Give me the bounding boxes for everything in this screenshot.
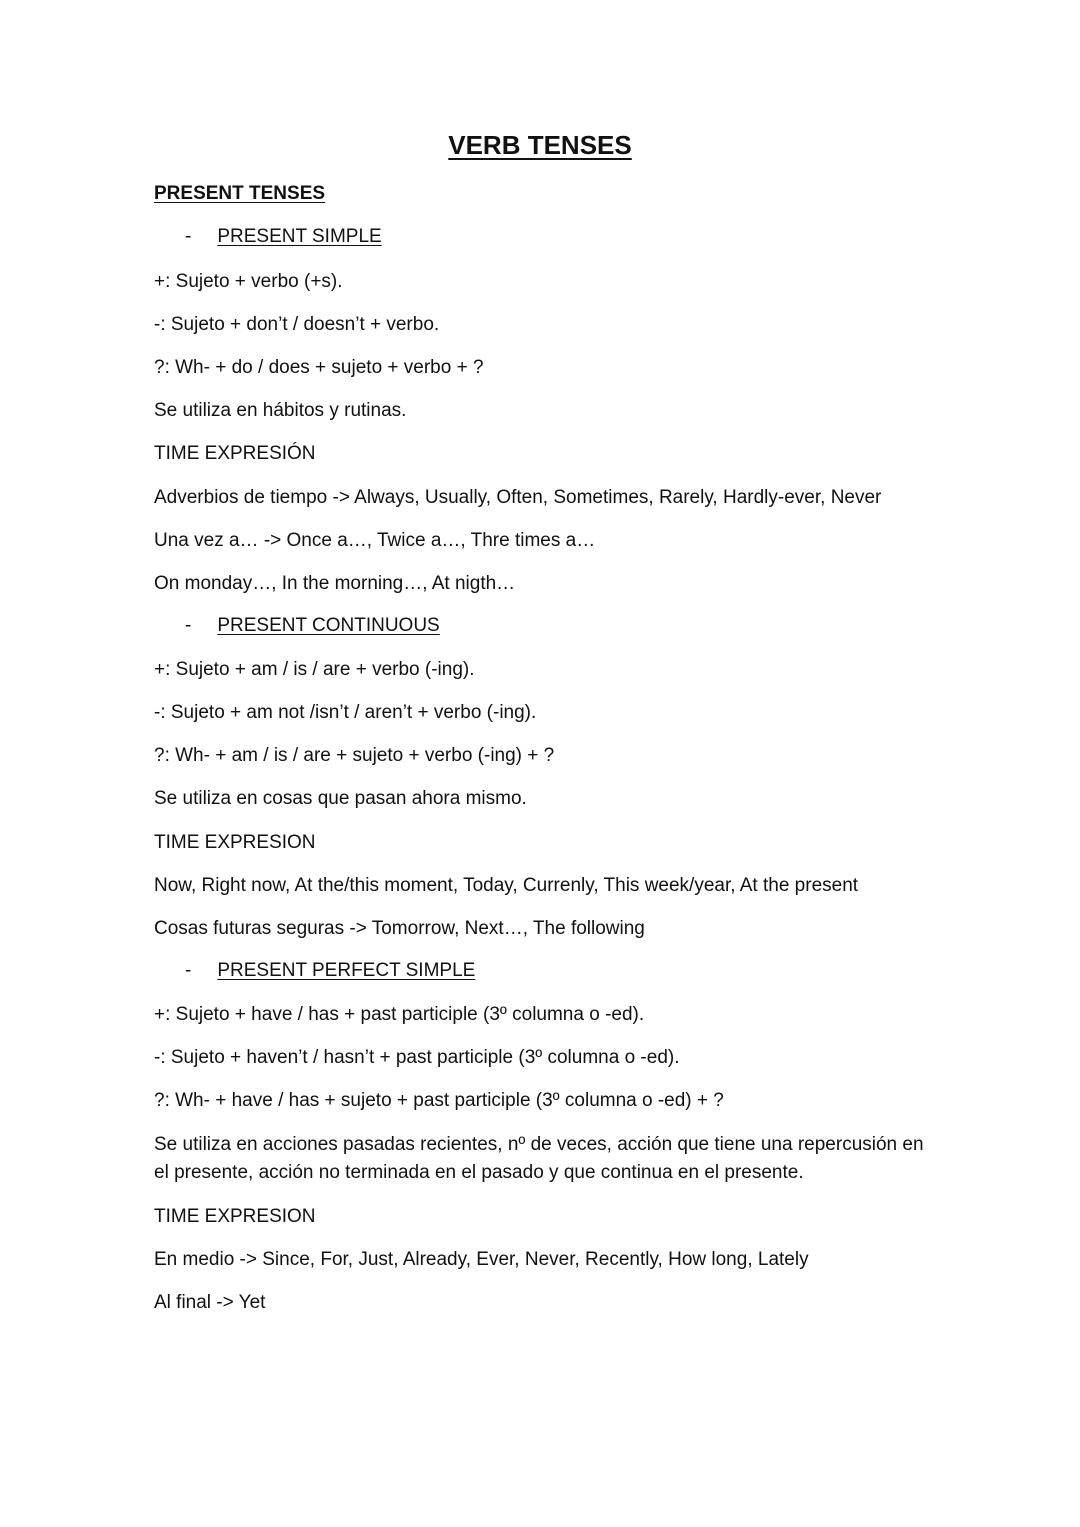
subheading-present-simple bbox=[185, 226, 382, 248]
negative-rule: -: Sujeto + am not /isn’t / aren’t + verbo (-ing). bbox=[154, 702, 537, 723]
time-expression-label: TIME EXPRESION bbox=[154, 1206, 316, 1227]
question-rule: ?: Wh- + have / has + sujeto + past participle (3º columna o -ed) + ? bbox=[154, 1090, 724, 1111]
bullet-dash: - bbox=[185, 615, 192, 636]
time-expression-line: On monday…, In the morning…, At nigth… bbox=[154, 573, 516, 594]
negative-rule: -: Sujeto + don’t / doesn’t + verbo. bbox=[154, 314, 440, 335]
bullet-dash: - bbox=[185, 960, 192, 981]
time-expression-line: Una vez a… -> Once a…, Twice a…, Thre times a… bbox=[154, 530, 596, 551]
time-expression-line: Cosas futuras seguras -> Tomorrow, Next…, The following bbox=[154, 918, 645, 939]
time-expression-line: Adverbios de tiempo -> Always, Usually, Often, Sometimes, Rarely, Hardly-ever, Never bbox=[154, 487, 882, 508]
affirmative-rule: +: Sujeto + have / has + past participle (3º columna o -ed). bbox=[154, 1004, 645, 1025]
subheading-present-perfect-simple bbox=[185, 960, 475, 982]
time-expression-label: TIME EXPRESIÓN bbox=[154, 443, 316, 464]
affirmative-rule: +: Sujeto + verbo (+s). bbox=[154, 271, 343, 292]
bullet-dash: - bbox=[185, 226, 192, 247]
subheading-present-continuous bbox=[185, 615, 440, 637]
usage-text: Se utiliza en acciones pasadas recientes, nº de veces, acción que tiene una repercusión en el presente, acción no terminada en el pasado y que continua en el presente. bbox=[154, 1134, 924, 1183]
usage-text: Se utiliza en cosas que pasan ahora mismo. bbox=[154, 788, 527, 809]
subheading-label: PRESENT CONTINUOUS bbox=[217, 615, 440, 636]
time-expression-line: Al final -> Yet bbox=[154, 1292, 266, 1313]
time-expression-line: Now, Right now, At the/this moment, Today, Currenly, This week/year, At the present bbox=[154, 875, 859, 896]
question-rule: ?: Wh- + am / is / are + sujeto + verbo (-ing) + ? bbox=[154, 745, 555, 766]
document-title: VERB TENSES bbox=[448, 130, 632, 160]
negative-rule: -: Sujeto + haven’t / hasn’t + past participle (3º columna o -ed). bbox=[154, 1047, 680, 1068]
time-expression-line: En medio -> Since, For, Just, Already, Ever, Never, Recently, How long, Lately bbox=[154, 1249, 809, 1270]
usage-text: Se utiliza en hábitos y rutinas. bbox=[154, 400, 407, 421]
subheading-label: PRESENT PERFECT SIMPLE bbox=[217, 960, 476, 981]
subheading-label: PRESENT SIMPLE bbox=[217, 226, 382, 247]
section-heading: PRESENT TENSES bbox=[154, 183, 326, 204]
time-expression-label: TIME EXPRESION bbox=[154, 832, 316, 853]
question-rule: ?: Wh- + do / does + sujeto + verbo + ? bbox=[154, 357, 484, 378]
affirmative-rule: +: Sujeto + am / is / are + verbo (-ing). bbox=[154, 659, 475, 680]
